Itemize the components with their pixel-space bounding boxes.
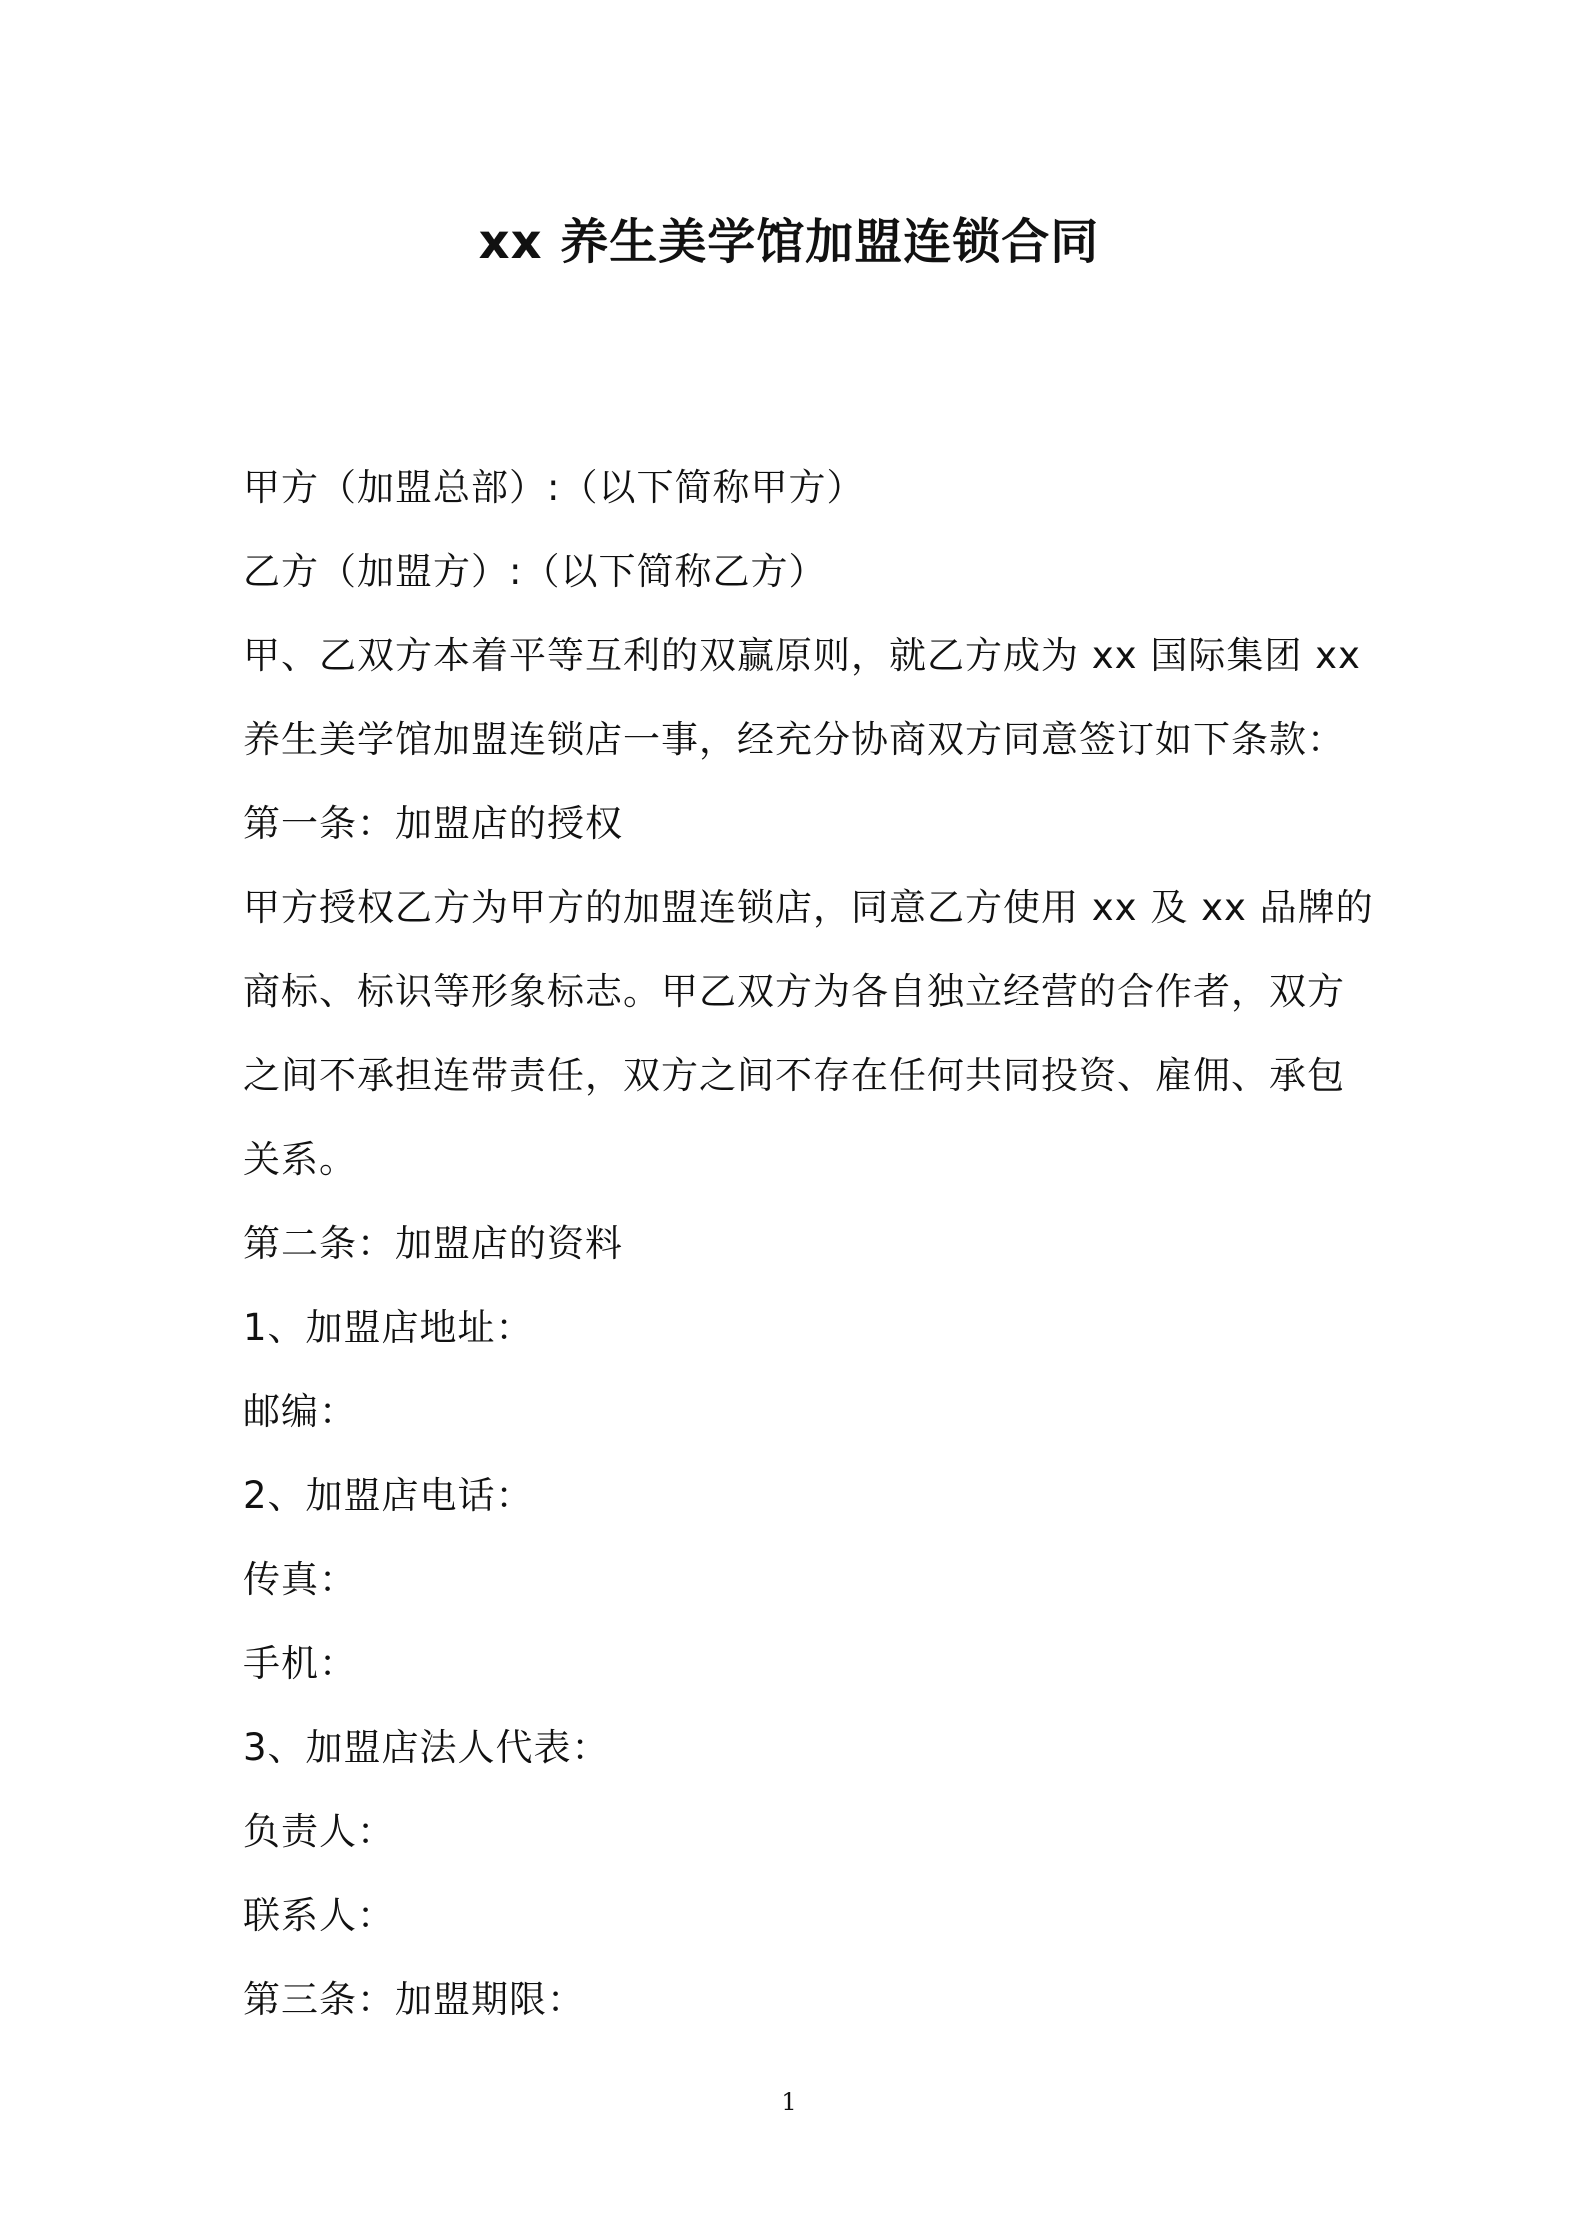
article-1-line-1: 甲方授权乙方为甲方的加盟连锁店，同意乙方使用 xx 及 xx 品牌的 [243,886,1374,929]
fax-field: 传真： [243,1558,357,1601]
preamble-line-1: 甲、乙双方本着平等互利的双赢原则，就乙方成为 xx 国际集团 xx [243,634,1361,677]
store-phone-field: 2、加盟店电话： [243,1474,534,1517]
page-number: 1 [781,2088,797,2116]
article-1-line-3: 之间不承担连带责任，双方之间不存在任何共同投资、雇佣、承包 [243,1054,1345,1097]
party-a-line: 甲方（加盟总部）:（以下简称甲方） [243,466,865,509]
contract-body [243,446,1374,2042]
document-title: xx 养生美学馆加盟连锁合同 [478,214,1100,270]
store-address-field: 1、加盟店地址： [243,1306,534,1349]
article-1-line-4: 关系。 [243,1138,357,1181]
mobile-field: 手机： [243,1642,357,1685]
contact-person-field: 联系人： [243,1894,395,1937]
article-3-heading: 第三条：加盟期限： [243,1978,585,2021]
article-2-heading: 第二条：加盟店的资料 [243,1222,623,1265]
preamble-line-2: 养生美学馆加盟连锁店一事，经充分协商双方同意签订如下条款： [243,718,1345,761]
article-1-heading: 第一条：加盟店的授权 [243,802,623,845]
party-b-line: 乙方（加盟方）:（以下简称乙方） [243,550,827,593]
postcode-field: 邮编： [243,1390,357,1433]
article-1-line-2: 商标、标识等形象标志。甲乙双方为各自独立经营的合作者，双方 [243,970,1345,1013]
person-in-charge-field: 负责人： [243,1810,395,1853]
legal-representative-field: 3、加盟店法人代表： [243,1726,610,1769]
